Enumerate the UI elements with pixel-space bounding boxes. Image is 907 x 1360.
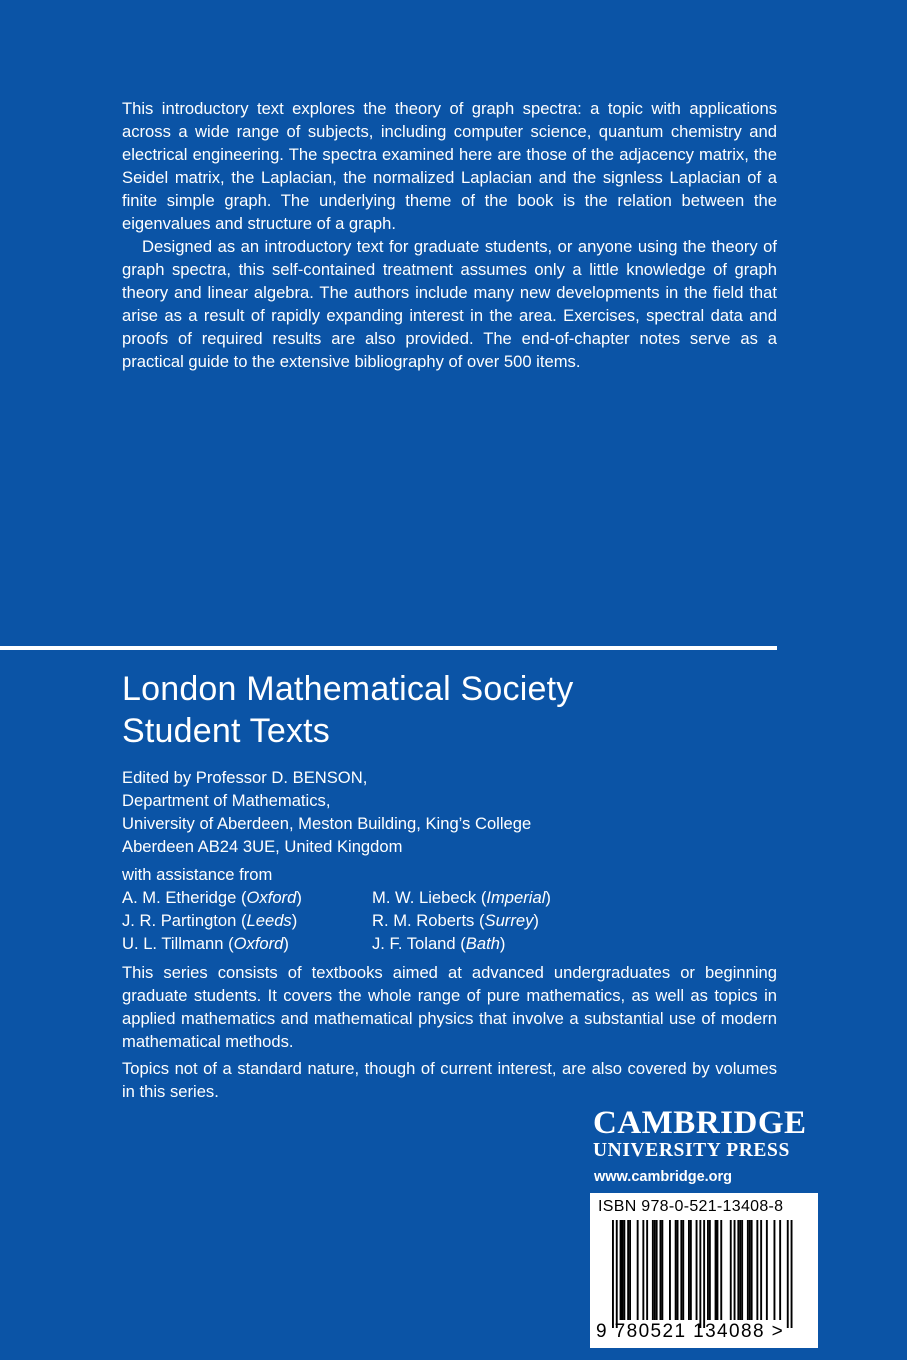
isbn-text: ISBN 978-0-521-13408-8 bbox=[598, 1198, 784, 1215]
series-title bbox=[122, 668, 777, 752]
barcode-bar bbox=[637, 1220, 639, 1320]
assistance-label: with assistance from bbox=[122, 865, 273, 884]
assistant-affiliation: Imperial bbox=[486, 888, 546, 907]
barcode-bar bbox=[749, 1220, 751, 1320]
assistant-affiliation: Oxford bbox=[233, 934, 284, 953]
barcode-bar bbox=[654, 1220, 656, 1320]
assistant-name: U. L. Tillmann bbox=[122, 934, 224, 953]
assistant-entry: M. W. Liebeck (Imperial) bbox=[372, 888, 551, 907]
publisher-website[interactable]: www.cambridge.org bbox=[594, 1169, 733, 1185]
editor-line: University of Aberdeen, Meston Building, King’s College bbox=[122, 814, 532, 833]
barcode-bar bbox=[677, 1220, 679, 1320]
barcode-bar bbox=[760, 1220, 762, 1320]
barcode-bar bbox=[669, 1220, 671, 1320]
assistant-name: R. M. Roberts bbox=[372, 911, 475, 930]
assistant-name: M. W. Liebeck bbox=[372, 888, 477, 907]
publisher-name: CAMBRIDGE bbox=[593, 1105, 807, 1141]
barcode-bar bbox=[656, 1220, 658, 1320]
divider-rule bbox=[0, 646, 777, 650]
barcode-bar bbox=[642, 1220, 644, 1320]
barcode-bar bbox=[629, 1220, 631, 1320]
barcode-bar bbox=[739, 1220, 741, 1320]
editor-line: Department of Mathematics, bbox=[122, 791, 331, 810]
barcode-bar bbox=[720, 1220, 722, 1320]
barcode-bar bbox=[627, 1220, 629, 1320]
barcode-bar bbox=[699, 1220, 701, 1328]
barcode-bar bbox=[766, 1220, 768, 1320]
barcode-bar bbox=[737, 1220, 739, 1320]
series-description-1: This series consists of textbooks aimed at advanced undergraduates or beginning graduate students. It covers the whole range of pure mathematics, as well as topics in applied mathematics and mathematical physics that involve a substantial use of modern mathematical methods. bbox=[122, 963, 777, 1051]
assistant-name: A. M. Etheridge bbox=[122, 888, 237, 907]
cambridge-logo bbox=[593, 1106, 823, 1162]
barcode-bar bbox=[620, 1220, 622, 1320]
barcode-bar bbox=[622, 1220, 624, 1320]
assistant-affiliation: Surrey bbox=[484, 911, 534, 930]
barcode-bar bbox=[675, 1220, 677, 1320]
barcode-bar bbox=[652, 1220, 654, 1320]
assistant-name: J. R. Partington bbox=[122, 911, 237, 930]
barcode-bar bbox=[779, 1220, 781, 1320]
barcode-bar bbox=[787, 1220, 789, 1328]
barcode-bar bbox=[709, 1220, 711, 1320]
assistant-affiliation: Leeds bbox=[246, 911, 292, 930]
barcode-bar bbox=[703, 1220, 705, 1328]
barcode-bar bbox=[707, 1220, 709, 1320]
isbn-barcode bbox=[590, 1193, 818, 1348]
assistant-name: J. F. Toland bbox=[372, 934, 456, 953]
assistants-list bbox=[122, 886, 622, 955]
barcode-bar bbox=[774, 1220, 776, 1320]
assistant-entry: J. R. Partington (Leeds) bbox=[122, 911, 298, 930]
barcode-bar bbox=[646, 1220, 648, 1320]
barcode-bar bbox=[661, 1220, 663, 1320]
barcode-bar bbox=[696, 1220, 698, 1320]
editor-line: Aberdeen AB24 3UE, United Kingdom bbox=[122, 837, 403, 856]
barcode-bar bbox=[741, 1220, 743, 1320]
barcode-bar bbox=[680, 1220, 682, 1320]
barcode-bar bbox=[756, 1220, 758, 1320]
barcode-bar bbox=[791, 1220, 793, 1328]
assistant-entry: U. L. Tillmann (Oxford) bbox=[122, 934, 289, 953]
barcode-bar bbox=[616, 1220, 618, 1328]
barcode-bar bbox=[730, 1220, 732, 1320]
series-title-line-2: Student Texts bbox=[122, 712, 330, 750]
barcode-bar bbox=[715, 1220, 717, 1320]
barcode-bar bbox=[682, 1220, 684, 1320]
publisher-subname: UNIVERSITY PRESS bbox=[593, 1140, 790, 1161]
series-title-line-1: London Mathematical Society bbox=[122, 670, 574, 708]
barcode-bar bbox=[660, 1220, 662, 1320]
barcode-bar bbox=[612, 1220, 614, 1328]
editor-line: Edited by Professor D. BENSON, bbox=[122, 768, 368, 787]
editor-info bbox=[122, 766, 777, 858]
barcode-bar bbox=[688, 1220, 690, 1320]
series-description bbox=[122, 961, 777, 1107]
assistant-affiliation: Bath bbox=[465, 934, 500, 953]
barcode-bar bbox=[623, 1220, 625, 1320]
assistant-affiliation: Oxford bbox=[246, 888, 297, 907]
series-description-2: Topics not of a standard nature, though of current interest, are also covered by volumes in this series. bbox=[122, 1059, 777, 1101]
back-cover-blurb bbox=[122, 97, 777, 373]
blurb-paragraph-1: This introductory text explores the theory of graph spectra: a topic with applications across a wide range of subjects, including computer science, quantum chemistry and electrical engineering. The spectra examined here are those of the adjacency matrix, the Seidel matrix, the Laplacian, the normalized Laplacian and the signless Laplacian of a finite simple graph. The underlying theme of the book is the relation between the eigenvalues and structure of a graph. bbox=[122, 99, 777, 233]
assistant-entry: R. M. Roberts (Surrey) bbox=[372, 911, 539, 930]
barcode-digits: 9 780521 134088 > bbox=[596, 1321, 785, 1342]
assistant-entry: J. F. Toland (Bath) bbox=[372, 934, 506, 953]
barcode-bar bbox=[717, 1220, 719, 1320]
barcode-bar bbox=[690, 1220, 692, 1320]
barcode-bar bbox=[734, 1220, 736, 1320]
assistant-entry: A. M. Etheridge (Oxford) bbox=[122, 888, 302, 907]
barcode-bar bbox=[751, 1220, 753, 1320]
blurb-paragraph-2: Designed as an introductory text for graduate students, or anyone using the theory of graph spectra, this self-contained treatment assumes only a little knowledge of graph theory and linear algebra. The authors include many new developments in the field that arise as a result of rapidly expanding interest in the area. Exercises, spectral data and proofs of required results are also provided. The end-of-chapter notes serve as a practical guide to the extensive bibliography of over 500 items. bbox=[122, 237, 777, 371]
barcode-bar bbox=[747, 1220, 749, 1320]
